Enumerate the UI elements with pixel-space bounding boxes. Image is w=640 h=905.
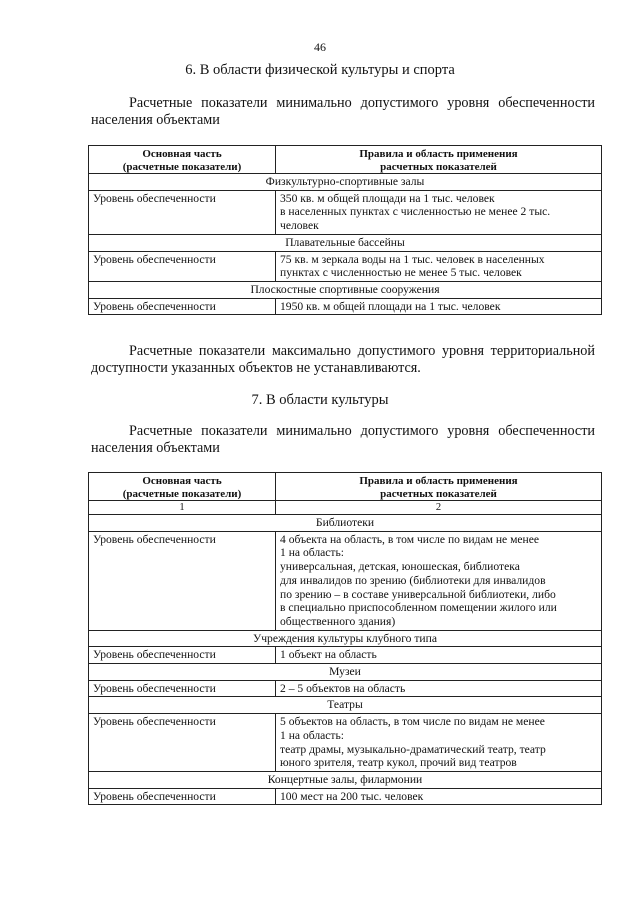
section-7-heading: 7. В области культуры xyxy=(251,392,389,408)
group-title: Плавательные бассейны xyxy=(89,234,602,251)
table-row xyxy=(89,531,602,630)
row-label: Уровень обеспеченности xyxy=(89,680,276,697)
row-label: Уровень обеспеченности xyxy=(89,531,276,630)
row-label: Уровень обеспеченности xyxy=(89,714,276,772)
table-row xyxy=(89,298,602,315)
page-number: 46 xyxy=(314,40,326,54)
group-title-row xyxy=(89,771,602,788)
table-header-row xyxy=(89,473,602,501)
section-6-intro: Расчетные показатели минимально допустимого уровня обеспеченности населения объектами xyxy=(91,95,595,128)
table-row xyxy=(89,680,602,697)
header-rules: Правила и область применения расчетных показателей xyxy=(276,146,602,174)
row-value: 1950 кв. м общей площади на 1 тыс. человек xyxy=(276,298,602,315)
group-title-row xyxy=(89,664,602,681)
header-main-part: Основная часть (расчетные показатели) xyxy=(89,473,276,501)
group-title-row xyxy=(89,234,602,251)
row-value: 75 кв. м зеркала воды на 1 тыс. человек в населенных пунктах с численностью не менее 5 тыс. человек xyxy=(276,251,602,281)
header-rules: Правила и область применения расчетных показателей xyxy=(276,473,602,501)
row-value: 100 мест на 200 тыс. человек xyxy=(276,788,602,805)
sports-facilities-table xyxy=(88,145,602,315)
group-title: Учреждения культуры клубного типа xyxy=(89,630,602,647)
column-number-row xyxy=(89,501,602,515)
group-title: Концертные залы, филармонии xyxy=(89,771,602,788)
row-value: 2 – 5 объектов на область xyxy=(276,680,602,697)
table-row xyxy=(89,788,602,805)
column-number: 1 xyxy=(89,501,276,515)
header-main-part: Основная часть (расчетные показатели) xyxy=(89,146,276,174)
row-value: 4 объекта на область, в том числе по видам не менее 1 на область: универсальная, детская, юношеская, библиотека для инвалидов по зрению (библиотеки для инвалидов по зрению – в составе универсальной библиотеки, либо в специально приспособленном помещении жилого или общественного здания) xyxy=(276,531,602,630)
section-6-outro: Расчетные показатели максимально допустимого уровня территориальной доступности указанных объектов не устанавливаются. xyxy=(91,343,595,376)
group-title: Библиотеки xyxy=(89,515,602,532)
table-header-row xyxy=(89,146,602,174)
row-label: Уровень обеспеченности xyxy=(89,251,276,281)
row-value: 1 объект на область xyxy=(276,647,602,664)
table-row xyxy=(89,190,602,234)
column-number: 2 xyxy=(276,501,602,515)
group-title: Плоскостные спортивные сооружения xyxy=(89,281,602,298)
table-row xyxy=(89,251,602,281)
row-label: Уровень обеспеченности xyxy=(89,190,276,234)
group-title-row xyxy=(89,515,602,532)
table-row xyxy=(89,714,602,772)
group-title: Театры xyxy=(89,697,602,714)
group-title-row xyxy=(89,630,602,647)
row-label: Уровень обеспеченности xyxy=(89,788,276,805)
culture-facilities-table xyxy=(88,472,602,805)
row-label: Уровень обеспеченности xyxy=(89,647,276,664)
row-value: 5 объектов на область, в том числе по видам не менее 1 на область: театр драмы, музыкально-драматический театр, театр юного зрителя, театр кукол, прочий вид театров xyxy=(276,714,602,772)
group-title: Музеи xyxy=(89,664,602,681)
table-row xyxy=(89,647,602,664)
section-6-heading: 6. В области физической культуры и спорта xyxy=(185,62,455,78)
group-title-row xyxy=(89,174,602,191)
group-title: Физкультурно-спортивные залы xyxy=(89,174,602,191)
group-title-row xyxy=(89,281,602,298)
group-title-row xyxy=(89,697,602,714)
row-value: 350 кв. м общей площади на 1 тыс. человек в населенных пунктах с численностью не менее 2 тыс. человек xyxy=(276,190,602,234)
row-label: Уровень обеспеченности xyxy=(89,298,276,315)
section-7-intro: Расчетные показатели минимально допустимого уровня обеспеченности населения объектами xyxy=(91,423,595,456)
